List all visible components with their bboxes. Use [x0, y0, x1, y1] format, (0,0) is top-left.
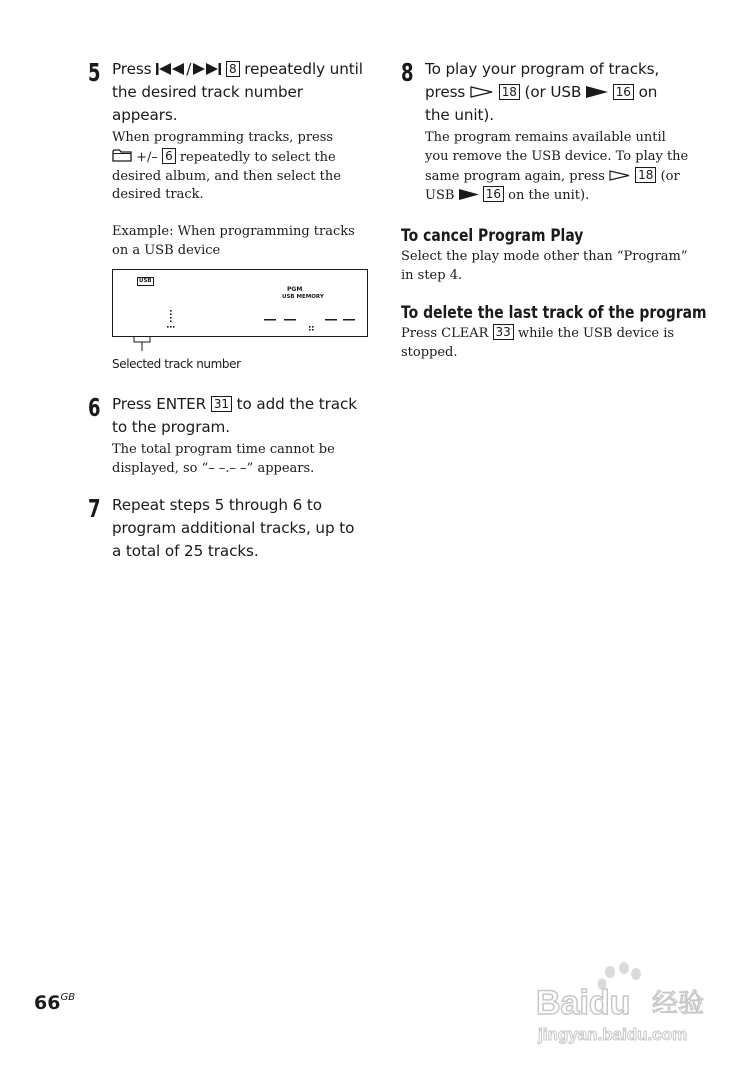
plus-minus-text: +/–: [136, 149, 158, 165]
key-number-box: 16: [483, 186, 504, 202]
step-note: [112, 129, 368, 205]
callout-bracket: [112, 337, 172, 353]
note-or-text: (or USB: [425, 168, 680, 204]
play-outline-icon: [609, 170, 631, 181]
press-clear-text: Press CLEAR: [401, 326, 489, 342]
key-number-box: 18: [499, 84, 520, 100]
section-body-text: while the USB device is stopped.: [401, 326, 675, 361]
step-number: 8: [401, 58, 414, 87]
page-number-value: 66: [34, 992, 61, 1014]
step-number: 7: [88, 494, 101, 524]
step-heading: [425, 58, 691, 127]
section-heading: To cancel Program Play: [401, 226, 584, 247]
baidu-watermark-logo: [532, 962, 722, 1050]
right-column: [401, 58, 707, 362]
play-filled-icon: [586, 86, 608, 98]
note-text: repeatedly to select the desired album, and then select the desired track.: [112, 149, 341, 203]
usb-memory-label: USB MEMORY: [282, 293, 324, 300]
section-body: [401, 324, 691, 362]
left-column: [88, 58, 368, 563]
step-8: [401, 58, 691, 206]
note-text: on the unit).: [508, 188, 590, 204]
previous-track-icon: [156, 63, 186, 75]
step-note: The total program time cannot be displayed, so “– –.– –” appears.: [112, 441, 335, 476]
step-7: [88, 494, 368, 563]
watermark-url-text: jingyan.baidu.com: [538, 1025, 688, 1044]
step-number: 6: [88, 392, 101, 422]
step-heading: [112, 393, 368, 439]
on-text: on: [638, 83, 658, 101]
key-number-box: 16: [613, 84, 634, 100]
press-text: Press: [112, 60, 152, 78]
key-number-box: 33: [493, 324, 514, 340]
play-outline-icon: [470, 86, 494, 98]
or-usb-text: (or USB: [524, 83, 582, 101]
example-text: Example: When programming tracks on a USB device: [112, 224, 355, 258]
folder-icon: [112, 149, 132, 162]
section-body: Select the play mode other than “Program” in step 4.: [401, 249, 688, 284]
usb-tag: USB: [139, 277, 152, 284]
step-heading-text: to add the track to the program.: [112, 394, 357, 436]
note-text: The program remains available until you remove the USB device. To play the same program again, press: [425, 130, 689, 184]
baidu-brand-text: Baidu: [536, 984, 631, 1022]
step-note: [425, 129, 691, 206]
step-heading-text: To play your program of tracks,: [425, 60, 660, 78]
page-number-suffix: GB: [60, 992, 76, 1003]
step-5: [88, 58, 368, 371]
next-track-icon: [191, 63, 221, 75]
key-number-box: 8: [226, 61, 240, 77]
note-text: When programming tracks, press: [112, 130, 334, 145]
step-heading: Repeat steps 5 through 6 to program additional tracks, up to a total of 25 tracks.: [112, 496, 355, 561]
step-heading-text: repeatedly until the desired track number appears.: [112, 60, 363, 124]
step-heading: [112, 58, 368, 127]
step-number: 5: [88, 58, 101, 87]
step-heading-text: the unit).: [425, 106, 494, 124]
press-text: press: [425, 83, 466, 101]
cancel-section: [401, 225, 691, 285]
page-number: [34, 992, 75, 1014]
key-number-box: 6: [162, 148, 176, 164]
display-caption: Selected track number: [112, 356, 241, 371]
segment-readout: [113, 270, 367, 336]
usb-display-illustration: [112, 269, 368, 337]
key-number-box: 18: [635, 167, 656, 183]
key-number-box: 31: [211, 396, 232, 412]
play-filled-icon: [459, 189, 479, 200]
delete-section: [401, 302, 707, 362]
section-heading: To delete the last track of the program: [401, 303, 707, 324]
jingyan-chinese-text: 经验: [652, 989, 705, 1019]
press-enter-text: Press ENTER: [112, 394, 207, 413]
step-6: [88, 393, 368, 479]
pgm-label: PGM: [287, 285, 303, 293]
slash-text: /: [186, 60, 192, 78]
